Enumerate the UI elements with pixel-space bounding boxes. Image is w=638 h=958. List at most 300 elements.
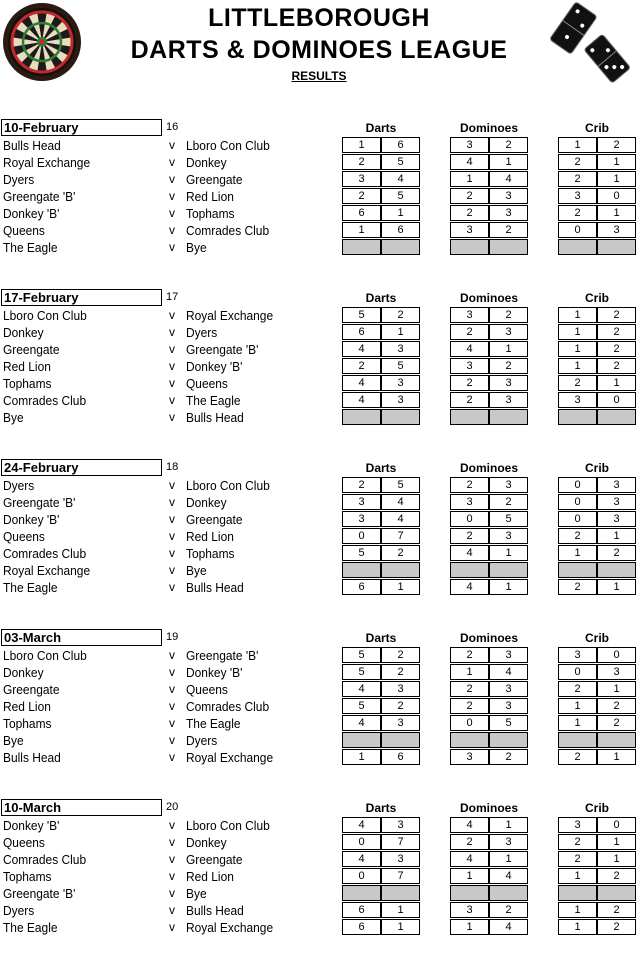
- dominoes-column-header: Dominoes: [459, 461, 518, 475]
- away-team: Tophams: [186, 546, 235, 561]
- home-team: Bulls Head: [3, 750, 61, 765]
- crib-score-cell: 2: [597, 341, 636, 357]
- darts-score-cell: 3: [381, 851, 420, 867]
- away-team: Bulls Head: [186, 410, 244, 425]
- versus-label: v: [169, 665, 175, 679]
- dominoes-score-cell: 3: [489, 477, 528, 493]
- crib-score-cell: 3: [558, 647, 597, 663]
- dominoes-score-cell: [489, 732, 528, 748]
- dominoes-score-cell: 4: [450, 545, 489, 561]
- darts-score-cell: 3: [342, 171, 381, 187]
- match-row: [0, 137, 638, 154]
- dominoes-score-cell: [450, 409, 489, 425]
- home-team: Greengate: [3, 682, 60, 697]
- darts-score-cell: 2: [381, 545, 420, 561]
- match-row: [0, 409, 638, 426]
- crib-score-cell: [558, 409, 597, 425]
- darts-score-cell: 6: [381, 222, 420, 238]
- home-team: Royal Exchange: [3, 155, 91, 170]
- dominoes-score-cell: 2: [489, 222, 528, 238]
- week-date: 17-February: [1, 289, 162, 306]
- dominoes-score-cell: 3: [450, 358, 489, 374]
- away-team: Dyers: [186, 325, 218, 340]
- home-team: Donkey 'B': [3, 818, 60, 833]
- darts-score-cell: [342, 562, 381, 578]
- crib-score-cell: [558, 732, 597, 748]
- versus-label: v: [169, 189, 175, 203]
- darts-score-cell: 5: [342, 664, 381, 680]
- crib-score-cell: 2: [597, 545, 636, 561]
- dominoes-score-cell: 4: [450, 579, 489, 595]
- darts-score-cell: 6: [342, 902, 381, 918]
- crib-score-cell: 3: [597, 494, 636, 510]
- away-team: Red Lion: [186, 529, 234, 544]
- crib-score-cell: 2: [597, 358, 636, 374]
- away-team: Bye: [186, 240, 207, 255]
- darts-score-cell: [342, 885, 381, 901]
- week-number: 18: [166, 461, 179, 473]
- crib-score-cell: 1: [558, 715, 597, 731]
- darts-score-cell: [342, 239, 381, 255]
- darts-score-cell: 4: [342, 851, 381, 867]
- versus-label: v: [169, 920, 175, 934]
- dominoes-score-cell: 2: [450, 698, 489, 714]
- darts-score-cell: 1: [381, 919, 420, 935]
- dominoes-score-cell: [450, 239, 489, 255]
- away-team: Comrades Club: [186, 223, 270, 238]
- dominoes-column-header: Dominoes: [459, 631, 518, 645]
- crib-score-cell: 1: [597, 375, 636, 391]
- darts-score-cell: 6: [342, 579, 381, 595]
- crib-score-cell: [597, 239, 636, 255]
- dominoes-score-cell: 1: [489, 579, 528, 595]
- dominoes-score-cell: 4: [489, 868, 528, 884]
- darts-score-cell: [381, 562, 420, 578]
- dominoes-score-cell: 2: [489, 358, 528, 374]
- dominoes-score-cell: 3: [489, 834, 528, 850]
- home-team: Tophams: [3, 376, 52, 391]
- dominoes-score-cell: 3: [489, 375, 528, 391]
- crib-score-cell: 2: [558, 171, 597, 187]
- week-date: 03-March: [1, 629, 162, 646]
- away-team: Red Lion: [186, 189, 234, 204]
- page-header: [0, 0, 638, 100]
- crib-score-cell: 2: [597, 137, 636, 153]
- darts-score-cell: 3: [381, 392, 420, 408]
- darts-score-cell: 2: [381, 698, 420, 714]
- darts-score-cell: 5: [342, 698, 381, 714]
- match-row: [0, 545, 638, 562]
- dominoes-score-cell: 3: [489, 681, 528, 697]
- versus-label: v: [169, 172, 175, 186]
- home-team: Lboro Con Club: [3, 648, 87, 663]
- crib-score-cell: 3: [558, 188, 597, 204]
- dominoes-score-cell: 2: [450, 375, 489, 391]
- crib-score-cell: [597, 409, 636, 425]
- dominoes-score-cell: [489, 409, 528, 425]
- crib-score-cell: 0: [597, 392, 636, 408]
- dominoes-score-cell: 3: [450, 307, 489, 323]
- darts-score-cell: 1: [381, 324, 420, 340]
- away-team: Greengate 'B': [186, 342, 259, 357]
- dominoes-score-cell: 0: [450, 715, 489, 731]
- crib-score-cell: [558, 885, 597, 901]
- dominoes-score-cell: 2: [450, 834, 489, 850]
- crib-score-cell: 3: [597, 222, 636, 238]
- match-row: [0, 647, 638, 664]
- crib-score-cell: 2: [558, 681, 597, 697]
- dominoes-score-cell: [450, 885, 489, 901]
- crib-score-cell: 1: [558, 545, 597, 561]
- darts-score-cell: [381, 732, 420, 748]
- versus-label: v: [169, 852, 175, 866]
- dominoes-score-cell: 2: [450, 681, 489, 697]
- dominoes-score-cell: 3: [489, 528, 528, 544]
- darts-score-cell: 4: [381, 494, 420, 510]
- dominoes-score-cell: 1: [489, 851, 528, 867]
- crib-column-header: Crib: [585, 801, 609, 815]
- dominoes-score-cell: 4: [450, 341, 489, 357]
- dominoes-score-cell: 2: [489, 902, 528, 918]
- crib-score-cell: [558, 562, 597, 578]
- match-row: [0, 511, 638, 528]
- darts-score-cell: 7: [381, 868, 420, 884]
- versus-label: v: [169, 478, 175, 492]
- home-team: Donkey 'B': [3, 206, 60, 221]
- away-team: Royal Exchange: [186, 920, 274, 935]
- home-team: Queens: [3, 835, 45, 850]
- darts-score-cell: 2: [342, 188, 381, 204]
- crib-column-header: Crib: [585, 291, 609, 305]
- dominoes-score-cell: 4: [450, 851, 489, 867]
- home-team: Greengate 'B': [3, 886, 76, 901]
- away-team: Greengate: [186, 512, 243, 527]
- crib-score-cell: 1: [597, 851, 636, 867]
- away-team: Bye: [186, 886, 207, 901]
- home-team: Tophams: [3, 716, 52, 731]
- darts-score-cell: 4: [381, 511, 420, 527]
- dominoes-column-header: Dominoes: [459, 121, 518, 135]
- crib-score-cell: 1: [597, 579, 636, 595]
- home-team: Bulls Head: [3, 138, 61, 153]
- crib-score-cell: 2: [558, 375, 597, 391]
- crib-score-cell: 2: [558, 851, 597, 867]
- dominoes-score-cell: 3: [450, 749, 489, 765]
- crib-score-cell: 1: [597, 171, 636, 187]
- darts-score-cell: 0: [342, 834, 381, 850]
- darts-column-header: Darts: [365, 801, 397, 815]
- darts-score-cell: 6: [342, 324, 381, 340]
- darts-score-cell: 5: [381, 188, 420, 204]
- match-row: [0, 375, 638, 392]
- crib-score-cell: [597, 885, 636, 901]
- darts-column-header: Darts: [365, 631, 397, 645]
- match-row: [0, 341, 638, 358]
- dominoes-score-cell: 2: [450, 188, 489, 204]
- darts-score-cell: 5: [342, 647, 381, 663]
- dominoes-score-cell: 3: [450, 137, 489, 153]
- dominoes-score-cell: 4: [489, 664, 528, 680]
- darts-score-cell: 5: [342, 545, 381, 561]
- dominoes-score-cell: 2: [489, 137, 528, 153]
- home-team: Donkey: [3, 325, 44, 340]
- home-team: Comrades Club: [3, 852, 87, 867]
- away-team: The Eagle: [186, 393, 241, 408]
- match-row: [0, 358, 638, 375]
- match-row: [0, 868, 638, 885]
- darts-score-cell: 2: [342, 477, 381, 493]
- darts-score-cell: 4: [342, 341, 381, 357]
- crib-score-cell: 2: [597, 307, 636, 323]
- crib-score-cell: 1: [597, 154, 636, 170]
- dominoes-score-cell: 5: [489, 511, 528, 527]
- crib-score-cell: 2: [558, 154, 597, 170]
- home-team: Greengate: [3, 342, 60, 357]
- crib-column-header: Crib: [585, 461, 609, 475]
- crib-score-cell: 2: [597, 715, 636, 731]
- match-row: [0, 834, 638, 851]
- crib-score-cell: 0: [597, 817, 636, 833]
- crib-score-cell: [597, 732, 636, 748]
- home-team: Red Lion: [3, 359, 51, 374]
- match-row: [0, 919, 638, 936]
- week-number: 20: [166, 801, 179, 813]
- week-number: 17: [166, 291, 179, 303]
- home-team: Comrades Club: [3, 546, 87, 561]
- crib-score-cell: 1: [558, 902, 597, 918]
- dominoes-column-header: Dominoes: [459, 801, 518, 815]
- darts-score-cell: 3: [381, 375, 420, 391]
- dominoes-score-cell: [450, 562, 489, 578]
- dominoes-score-cell: [489, 562, 528, 578]
- dominoes-score-cell: 4: [450, 154, 489, 170]
- away-team: Royal Exchange: [186, 750, 274, 765]
- crib-score-cell: 1: [597, 681, 636, 697]
- dominoes-score-cell: 2: [489, 307, 528, 323]
- versus-label: v: [169, 903, 175, 917]
- home-team: Comrades Club: [3, 393, 87, 408]
- dominoes-score-cell: 0: [450, 511, 489, 527]
- versus-label: v: [169, 886, 175, 900]
- dominoes-score-cell: 1: [489, 545, 528, 561]
- dominoes-score-cell: 3: [450, 902, 489, 918]
- away-team: Dyers: [186, 733, 218, 748]
- week-date: 24-February: [1, 459, 162, 476]
- home-team: Lboro Con Club: [3, 308, 87, 323]
- versus-label: v: [169, 648, 175, 662]
- darts-score-cell: 1: [381, 902, 420, 918]
- darts-score-cell: 1: [381, 205, 420, 221]
- darts-score-cell: [381, 239, 420, 255]
- crib-score-cell: 3: [558, 392, 597, 408]
- away-team: Comrades Club: [186, 699, 270, 714]
- darts-score-cell: 0: [342, 528, 381, 544]
- darts-score-cell: 6: [342, 919, 381, 935]
- away-team: Greengate: [186, 172, 243, 187]
- home-team: Queens: [3, 223, 45, 238]
- match-row: [0, 494, 638, 511]
- match-row: [0, 698, 638, 715]
- crib-score-cell: 0: [558, 511, 597, 527]
- darts-score-cell: 3: [381, 341, 420, 357]
- versus-label: v: [169, 410, 175, 424]
- versus-label: v: [169, 563, 175, 577]
- page-title-line1: LITTLEBOROUGH: [208, 4, 430, 32]
- crib-score-cell: 1: [558, 137, 597, 153]
- crib-score-cell: 1: [558, 341, 597, 357]
- darts-column-header: Darts: [365, 291, 397, 305]
- darts-score-cell: 3: [381, 715, 420, 731]
- home-team: Red Lion: [3, 699, 51, 714]
- match-row: [0, 307, 638, 324]
- darts-score-cell: 3: [342, 494, 381, 510]
- darts-score-cell: 7: [381, 834, 420, 850]
- week-number: 19: [166, 631, 179, 643]
- versus-label: v: [169, 393, 175, 407]
- darts-score-cell: 2: [342, 154, 381, 170]
- away-team: Greengate 'B': [186, 648, 259, 663]
- away-team: Greengate: [186, 852, 243, 867]
- crib-score-cell: 3: [597, 664, 636, 680]
- dominoes-score-cell: 1: [450, 919, 489, 935]
- darts-column-header: Darts: [365, 461, 397, 475]
- dominoes-score-cell: [450, 732, 489, 748]
- match-row: [0, 205, 638, 222]
- away-team: Tophams: [186, 206, 235, 221]
- dominoes-score-cell: 2: [450, 205, 489, 221]
- versus-label: v: [169, 240, 175, 254]
- dominoes-score-cell: 4: [450, 817, 489, 833]
- home-team: The Eagle: [3, 240, 58, 255]
- darts-score-cell: 4: [342, 392, 381, 408]
- crib-score-cell: 2: [558, 528, 597, 544]
- dominoes-score-cell: 2: [450, 528, 489, 544]
- crib-score-cell: 0: [558, 477, 597, 493]
- match-row: [0, 324, 638, 341]
- dominoes-score-cell: 1: [489, 817, 528, 833]
- darts-score-cell: 5: [342, 307, 381, 323]
- dominoes-score-cell: 2: [489, 494, 528, 510]
- versus-label: v: [169, 529, 175, 543]
- darts-score-cell: 2: [381, 647, 420, 663]
- crib-column-header: Crib: [585, 631, 609, 645]
- week-block: [0, 628, 638, 788]
- crib-score-cell: 1: [597, 528, 636, 544]
- crib-score-cell: 1: [558, 324, 597, 340]
- week-block: [0, 798, 638, 958]
- darts-score-cell: 4: [342, 375, 381, 391]
- crib-score-cell: 3: [558, 817, 597, 833]
- home-team: Greengate 'B': [3, 495, 76, 510]
- away-team: Royal Exchange: [186, 308, 274, 323]
- home-team: Royal Exchange: [3, 563, 91, 578]
- match-row: [0, 477, 638, 494]
- crib-score-cell: 1: [558, 919, 597, 935]
- darts-score-cell: 0: [342, 868, 381, 884]
- dominoes-score-cell: 3: [489, 392, 528, 408]
- dominoes-score-cell: 1: [450, 664, 489, 680]
- versus-label: v: [169, 138, 175, 152]
- dominoes-score-cell: 2: [489, 749, 528, 765]
- darts-score-cell: 5: [381, 154, 420, 170]
- darts-score-cell: 4: [342, 817, 381, 833]
- crib-score-cell: 1: [558, 358, 597, 374]
- crib-score-cell: 1: [558, 698, 597, 714]
- week-date: 10-March: [1, 799, 162, 816]
- dominoes-score-cell: [489, 885, 528, 901]
- darts-score-cell: 2: [381, 307, 420, 323]
- versus-label: v: [169, 580, 175, 594]
- home-team: Donkey 'B': [3, 512, 60, 527]
- dominoes-column-header: Dominoes: [459, 291, 518, 305]
- match-row: [0, 579, 638, 596]
- week-date: 10-February: [1, 119, 162, 136]
- crib-score-cell: 2: [558, 579, 597, 595]
- dominoes-score-cell: 3: [450, 222, 489, 238]
- crib-score-cell: 2: [597, 919, 636, 935]
- versus-label: v: [169, 869, 175, 883]
- versus-label: v: [169, 512, 175, 526]
- darts-score-cell: 7: [381, 528, 420, 544]
- crib-score-cell: 0: [558, 664, 597, 680]
- darts-score-cell: 1: [342, 222, 381, 238]
- away-team: The Eagle: [186, 716, 241, 731]
- crib-score-cell: 2: [558, 205, 597, 221]
- crib-score-cell: 2: [597, 324, 636, 340]
- versus-label: v: [169, 342, 175, 356]
- home-team: Dyers: [3, 172, 35, 187]
- match-row: [0, 528, 638, 545]
- darts-score-cell: [342, 732, 381, 748]
- away-team: Lboro Con Club: [186, 818, 270, 833]
- crib-score-cell: 2: [597, 698, 636, 714]
- away-team: Donkey: [186, 835, 227, 850]
- away-team: Donkey: [186, 495, 227, 510]
- darts-score-cell: 5: [381, 358, 420, 374]
- home-team: The Eagle: [3, 920, 58, 935]
- versus-label: v: [169, 155, 175, 169]
- week-block: [0, 288, 638, 448]
- home-team: Dyers: [3, 903, 35, 918]
- darts-score-cell: 3: [342, 511, 381, 527]
- darts-score-cell: [342, 409, 381, 425]
- dominoes-score-cell: 3: [489, 647, 528, 663]
- dominoes-score-cell: 2: [450, 324, 489, 340]
- versus-label: v: [169, 750, 175, 764]
- dominoes-score-cell: 3: [450, 494, 489, 510]
- dominoes-score-cell: 1: [450, 868, 489, 884]
- versus-label: v: [169, 359, 175, 373]
- dominoes-score-cell: 2: [450, 392, 489, 408]
- versus-label: v: [169, 699, 175, 713]
- crib-score-cell: 3: [597, 511, 636, 527]
- away-team: Queens: [186, 376, 228, 391]
- match-row: [0, 239, 638, 256]
- week-block: [0, 458, 638, 618]
- match-row: [0, 392, 638, 409]
- crib-column-header: Crib: [585, 121, 609, 135]
- crib-score-cell: 2: [558, 834, 597, 850]
- home-team: Bye: [3, 733, 24, 748]
- away-team: Donkey 'B': [186, 359, 243, 374]
- match-row: [0, 749, 638, 766]
- match-row: [0, 222, 638, 239]
- dominoes-score-cell: [489, 239, 528, 255]
- versus-label: v: [169, 835, 175, 849]
- away-team: Lboro Con Club: [186, 478, 270, 493]
- dominoes-score-cell: 1: [489, 154, 528, 170]
- darts-score-cell: 4: [342, 681, 381, 697]
